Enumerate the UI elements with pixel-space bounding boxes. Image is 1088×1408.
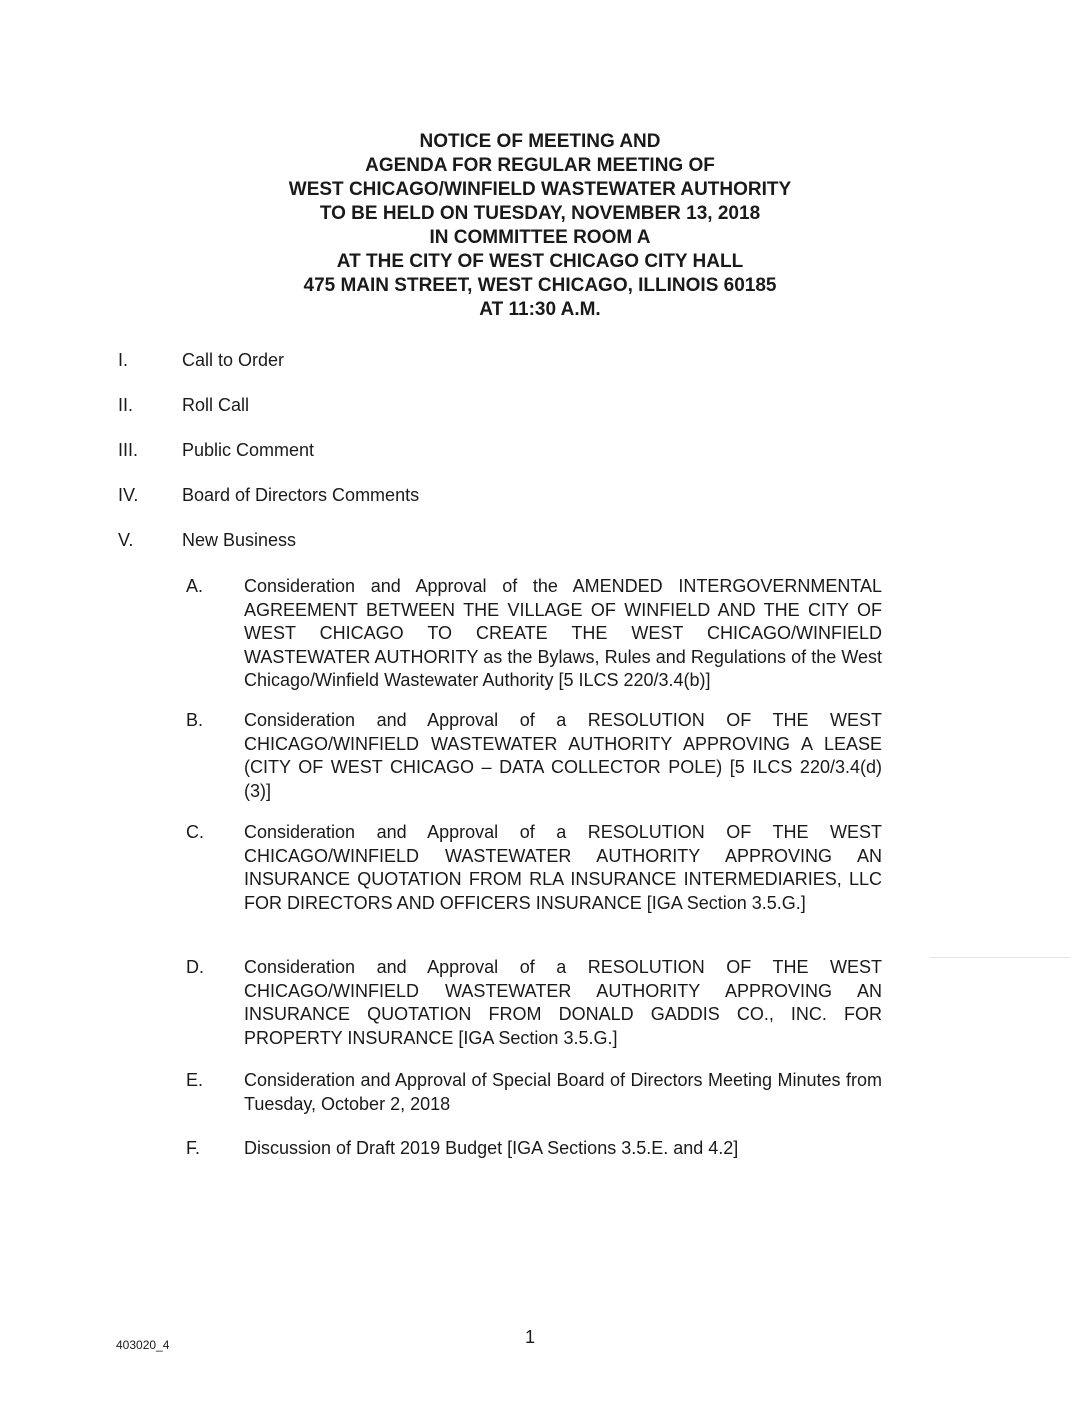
- sub-item-text: Discussion of Draft 2019 Budget [IGA Sections 3.5.E. and 4.2]: [244, 1138, 739, 1158]
- new-business-item-e: [186, 1069, 886, 1116]
- sub-item-letter: C.: [186, 822, 204, 842]
- header-line: WEST CHICAGO/WINFIELD WASTEWATER AUTHORITY: [288, 179, 792, 200]
- new-business-item-c: [186, 821, 886, 915]
- header-line: 475 MAIN STREET, WEST CHICAGO, ILLINOIS 60185: [303, 275, 777, 296]
- header-line: AT 11:30 A.M.: [479, 299, 601, 320]
- sub-item-text: Consideration and Approval of a RESOLUTION OF THE WEST CHICAGO/WINFIELD WASTEWATER AUTHORITY APPROVING AN INSURANCE QUOTATION FROM RLA INSURANCE INTERMEDIARIES, LLC FOR DIRECTORS AND OFFICERS INSURANCE [IGA Section 3.5.G.]: [244, 822, 882, 913]
- header-line: TO BE HELD ON TUESDAY, NOVEMBER 13, 2018: [319, 203, 761, 224]
- new-business-item-a: [186, 575, 886, 693]
- header-line: AGENDA FOR REGULAR MEETING OF: [365, 155, 715, 176]
- agenda-item-title: Board of Directors Comments: [182, 485, 420, 505]
- sub-item-letter: B.: [186, 710, 204, 730]
- sub-item-letter: E.: [186, 1070, 204, 1090]
- document-code: 403020_4: [116, 1338, 170, 1352]
- sub-item-text: Consideration and Approval of a RESOLUTION OF THE WEST CHICAGO/WINFIELD WASTEWATER AUTHORITY APPROVING A LEASE (CITY OF WEST CHICAGO – DATA COLLECTOR POLE) [5 ILCS 220/3.4(d)(3)]: [244, 710, 882, 801]
- meeting-notice-header: [180, 130, 900, 322]
- agenda-item-number: II.: [118, 395, 134, 415]
- new-business-item-b: [186, 709, 886, 803]
- page-number: 1: [524, 1327, 535, 1347]
- agenda-item-title: Roll Call: [182, 395, 250, 415]
- sub-item-text: Consideration and Approval of Special Board of Directors Meeting Minutes from Tuesday, October 2, 2018: [244, 1070, 882, 1114]
- scan-artifact-line: [930, 957, 1070, 958]
- agenda-item-number: I.: [118, 350, 129, 370]
- sub-item-letter: F.: [186, 1138, 201, 1158]
- new-business-item-d: [186, 956, 886, 1050]
- header-line: IN COMMITTEE ROOM A: [429, 227, 651, 248]
- agenda-item-number: III.: [118, 440, 139, 460]
- sub-item-letter: A.: [186, 576, 204, 596]
- agenda-item-number: V.: [118, 530, 134, 550]
- header-line: NOTICE OF MEETING AND: [419, 131, 661, 152]
- header-line: AT THE CITY OF WEST CHICAGO CITY HALL: [336, 251, 744, 272]
- agenda-item-title: New Business: [182, 530, 297, 550]
- new-business-item-f: [186, 1137, 886, 1161]
- agenda-item-title: Public Comment: [182, 440, 315, 460]
- agenda-item-number: IV.: [118, 485, 139, 505]
- agenda-item-title: Call to Order: [182, 350, 285, 370]
- sub-item-text: Consideration and Approval of a RESOLUTION OF THE WEST CHICAGO/WINFIELD WASTEWATER AUTHORITY APPROVING AN INSURANCE QUOTATION FROM DONALD GADDIS CO., INC. FOR PROPERTY INSURANCE [IGA Section 3.5.G.]: [244, 957, 882, 1048]
- sub-item-letter: D.: [186, 957, 204, 977]
- sub-item-text: Consideration and Approval of the AMENDED INTERGOVERNMENTAL AGREEMENT BETWEEN THE VILLAGE OF WINFIELD AND THE CITY OF WEST CHICAGO TO CREATE THE WEST CHICAGO/WINFIELD WASTEWATER AUTHORITY as the Bylaws, Rules and Regulations of the West Chicago/Winfield Wastewater Authority [5 ILCS 220/3.4(b)]: [244, 576, 882, 690]
